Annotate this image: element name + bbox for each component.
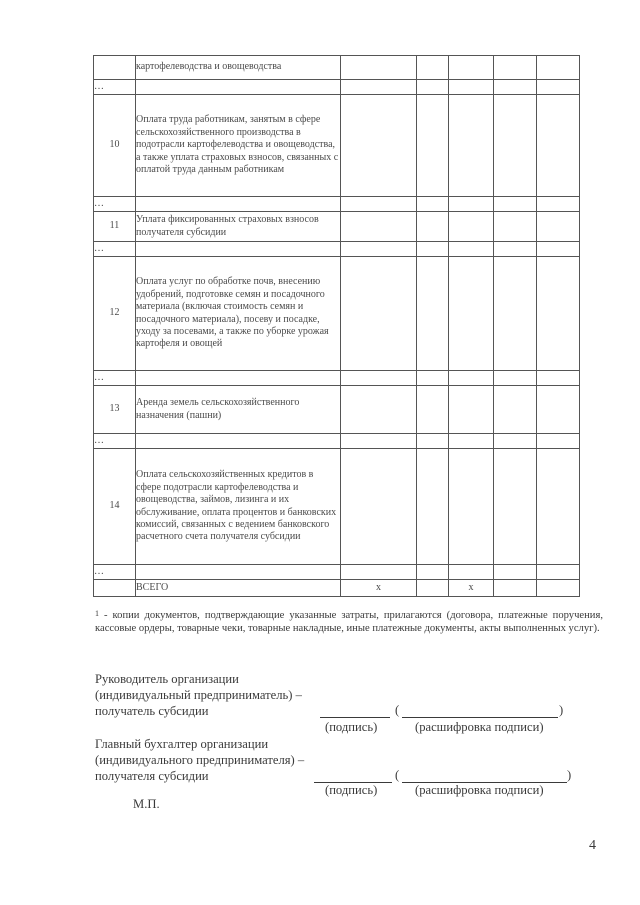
head-label-line-2: (индивидуальный предприниматель) – bbox=[95, 688, 302, 702]
cost-table bbox=[93, 55, 580, 597]
head-decode-line bbox=[402, 717, 558, 718]
value-cell bbox=[494, 197, 537, 212]
value-cell bbox=[494, 386, 537, 434]
row-number bbox=[94, 56, 136, 80]
head-signature-line bbox=[320, 717, 390, 718]
row-number: 12 bbox=[94, 257, 136, 371]
value-cell bbox=[494, 257, 537, 371]
row-description bbox=[136, 197, 341, 212]
value-cell bbox=[417, 257, 449, 371]
accountant-label-line-2: (индивидуального предпринимателя) – bbox=[95, 753, 305, 767]
value-cell bbox=[449, 257, 494, 371]
value-cell bbox=[449, 95, 494, 197]
value-cell bbox=[417, 386, 449, 434]
value-cell bbox=[537, 212, 580, 242]
value-cell bbox=[449, 80, 494, 95]
head-close-paren: ) bbox=[559, 703, 564, 717]
accountant-close-paren: ) bbox=[567, 768, 572, 782]
table-row bbox=[94, 197, 580, 212]
value-cell bbox=[449, 449, 494, 565]
row-description: Оплата труда работникам, занятым в сфере сельскохозяйственного производства в подотрасли картофелеводства и овощеводства, а также уплата страховых взносов, связанных с оплатой труда данным работникам bbox=[136, 95, 341, 197]
value-cell bbox=[341, 257, 417, 371]
value-cell bbox=[417, 197, 449, 212]
value-cell bbox=[494, 371, 537, 386]
value-cell bbox=[537, 80, 580, 95]
total-x-mark: x bbox=[341, 580, 417, 597]
value-cell bbox=[494, 565, 537, 580]
row-description bbox=[136, 565, 341, 580]
table-row bbox=[94, 434, 580, 449]
row-number: 11 bbox=[94, 212, 136, 242]
row-description: Оплата услуг по обработке почв, внесению удобрений, подготовке семян и посадочного материала (включая стоимость семян и посадочного материала), посеву и посадке, уходу за посевами, а также по уборке урожая картофеля и овощей bbox=[136, 257, 341, 371]
value-cell bbox=[537, 434, 580, 449]
table-row bbox=[94, 56, 580, 80]
value-cell bbox=[417, 212, 449, 242]
value-cell bbox=[341, 434, 417, 449]
value-cell bbox=[417, 95, 449, 197]
value-cell bbox=[537, 56, 580, 80]
value-cell bbox=[341, 242, 417, 257]
row-number bbox=[94, 580, 136, 597]
table-row bbox=[94, 580, 580, 597]
value-cell bbox=[537, 580, 580, 597]
row-ellipsis: … bbox=[94, 371, 136, 386]
value-cell bbox=[537, 565, 580, 580]
accountant-open-paren: ( bbox=[395, 768, 400, 782]
value-cell bbox=[449, 371, 494, 386]
value-cell bbox=[537, 197, 580, 212]
row-description: Оплата сельскохозяйственных кредитов в сфере подотрасли картофелеводства и овощеводства, займов, лизинга и их обслуживание, оплата процентов и банковских комиссий, связанных с ведением банковского расчетного счета получателя субсидии bbox=[136, 449, 341, 565]
value-cell bbox=[449, 242, 494, 257]
value-cell bbox=[537, 95, 580, 197]
value-cell bbox=[417, 56, 449, 80]
value-cell bbox=[417, 371, 449, 386]
value-cell bbox=[341, 565, 417, 580]
head-label-line-3: получатель субсидии bbox=[95, 704, 209, 718]
value-cell bbox=[494, 212, 537, 242]
row-number: 13 bbox=[94, 386, 136, 434]
footnote-mark: 1 bbox=[95, 609, 99, 618]
accountant-signature-caption: (подпись) bbox=[325, 783, 378, 797]
value-cell bbox=[341, 95, 417, 197]
table-row bbox=[94, 449, 580, 565]
value-cell bbox=[449, 197, 494, 212]
row-ellipsis: … bbox=[94, 242, 136, 257]
table-row bbox=[94, 242, 580, 257]
total-label: ВСЕГО bbox=[136, 580, 341, 597]
value-cell bbox=[341, 197, 417, 212]
value-cell bbox=[494, 434, 537, 449]
row-number: 14 bbox=[94, 449, 136, 565]
row-ellipsis: … bbox=[94, 80, 136, 95]
table-row bbox=[94, 565, 580, 580]
head-decode-caption: (расшифровка подписи) bbox=[415, 720, 544, 734]
value-cell bbox=[494, 80, 537, 95]
value-cell bbox=[494, 242, 537, 257]
value-cell bbox=[341, 449, 417, 565]
head-signature-caption: (подпись) bbox=[325, 720, 378, 734]
value-cell bbox=[417, 580, 449, 597]
value-cell bbox=[494, 449, 537, 565]
value-cell bbox=[341, 371, 417, 386]
value-cell bbox=[341, 212, 417, 242]
accountant-decode-caption: (расшифровка подписи) bbox=[415, 783, 544, 797]
value-cell bbox=[494, 95, 537, 197]
page-number: 4 bbox=[589, 838, 596, 853]
value-cell bbox=[417, 449, 449, 565]
value-cell bbox=[417, 80, 449, 95]
table-row bbox=[94, 386, 580, 434]
value-cell bbox=[341, 56, 417, 80]
stamp-placeholder: М.П. bbox=[133, 797, 160, 811]
value-cell bbox=[537, 386, 580, 434]
row-ellipsis: … bbox=[94, 197, 136, 212]
accountant-label-line-3: получателя субсидии bbox=[95, 769, 209, 783]
row-description bbox=[136, 242, 341, 257]
row-description bbox=[136, 434, 341, 449]
value-cell bbox=[417, 242, 449, 257]
value-cell bbox=[537, 242, 580, 257]
row-ellipsis: … bbox=[94, 434, 136, 449]
value-cell bbox=[449, 565, 494, 580]
head-label-line-1: Руководитель организации bbox=[95, 672, 239, 686]
row-description: Уплата фиксированных страховых взносов получателя субсидии bbox=[136, 212, 341, 242]
table-row bbox=[94, 95, 580, 197]
footnote bbox=[95, 609, 603, 635]
value-cell bbox=[537, 371, 580, 386]
row-description bbox=[136, 80, 341, 95]
value-cell bbox=[537, 257, 580, 371]
table-row bbox=[94, 257, 580, 371]
value-cell bbox=[449, 386, 494, 434]
value-cell bbox=[449, 212, 494, 242]
value-cell bbox=[341, 80, 417, 95]
value-cell bbox=[494, 580, 537, 597]
row-description: Аренда земель сельскохозяйственного назначения (пашни) bbox=[136, 386, 341, 434]
row-number: 10 bbox=[94, 95, 136, 197]
value-cell bbox=[494, 56, 537, 80]
table-row bbox=[94, 212, 580, 242]
total-x-mark: x bbox=[449, 580, 494, 597]
value-cell bbox=[417, 565, 449, 580]
value-cell bbox=[449, 56, 494, 80]
table-row bbox=[94, 371, 580, 386]
value-cell bbox=[449, 434, 494, 449]
accountant-label-line-1: Главный бухгалтер организации bbox=[95, 737, 269, 751]
value-cell bbox=[417, 434, 449, 449]
row-description: картофелеводства и овощеводства bbox=[136, 56, 341, 80]
value-cell bbox=[537, 449, 580, 565]
head-open-paren: ( bbox=[395, 703, 400, 717]
row-description bbox=[136, 371, 341, 386]
footnote-text: - копии документов, подтверждающие указанные затраты, прилагаются (договора, платежные поручения, кассовые ордеры, товарные чеки, товарные накладные, иные платежные документы, акты выполненных услуг). bbox=[95, 610, 603, 634]
table-row bbox=[94, 80, 580, 95]
row-ellipsis: … bbox=[94, 565, 136, 580]
value-cell bbox=[341, 386, 417, 434]
